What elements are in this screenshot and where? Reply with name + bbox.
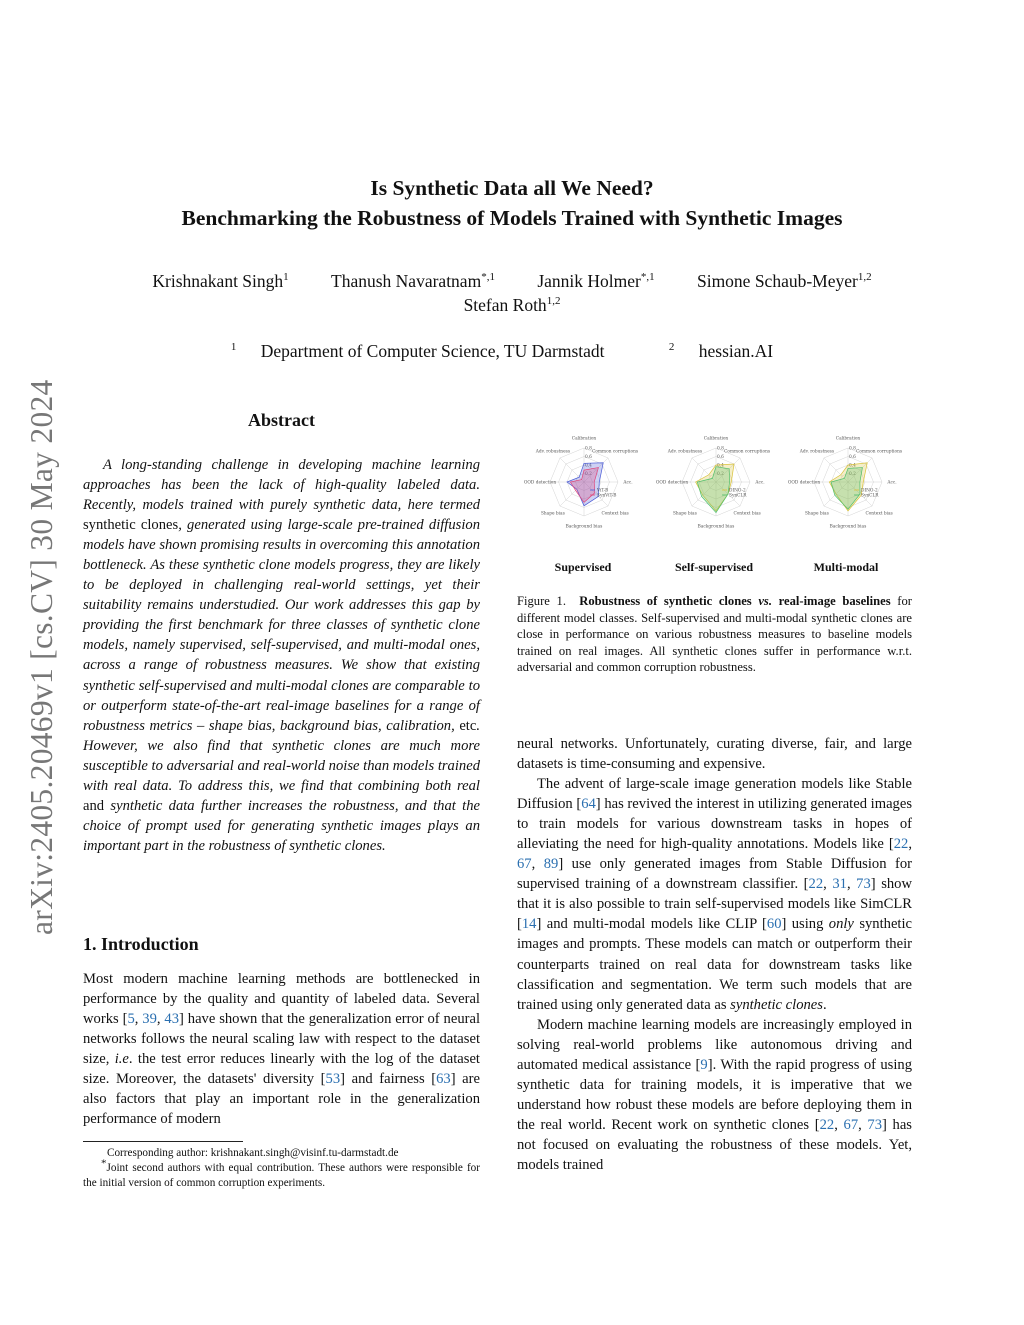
radar-tick-label: 0.2 [717, 472, 724, 477]
paper-title-line2: Benchmarking the Robustness of Models Trained with Synthetic Images [181, 206, 843, 230]
author-name: Simone Schaub-Meyer$^{1,2}$ [696, 271, 872, 291]
radar-tick-label: 0.2 [585, 472, 592, 477]
radar-tick-label: 0.6 [849, 455, 856, 460]
footnote-rule [83, 1141, 243, 1142]
radar-axis-label: Acc. [887, 480, 897, 486]
radar-axis-label: Acc. [623, 480, 633, 486]
radar-axis-label: Background bias [829, 524, 867, 530]
abstract-body: A long-standing challenge in developing machine learning approaches has been the lack of high-quality labeled data. Recently, models trained with purely synthetic data, here termed synthetic clones, generated using large-scale pre-trained diffusion models have shown promising results in overcoming this annotation bottleneck. As these synthetic clone models progress, they are likely to be deployed in challenging real-world settings, yet their suitability remains understudied. Our work addresses this gap by providing the first benchmark for three classes of synthetic clone models, namely supervised, self-supervised, and multi-modal ones, across a range of robustness measures. We show that existing synthetic self-supervised and multi-modal clones are comparable to or outperform state-of-the-art real-image baselines for a range of robustness metrics – shape bias, background bias, calibration, etc. However, we also find that synthetic clones are much more susceptible to adversarial and real-world noise than models trained with real data. To address this, we find that combining both real and synthetic data further increases the robustness, and that the choice of prompt used for generating synthetic images plays an important part in the robustness of synthetic clones. [83, 457, 480, 854]
citation-link[interactable]: 43 [164, 1011, 180, 1028]
footnotes [83, 1146, 480, 1191]
radar-chart-multi-modal [778, 420, 918, 550]
footnote-corresponding: Corresponding author: krishnakant.singh@visinf.tu-darmstadt.de [107, 1147, 399, 1159]
paragraph: The advent of large-scale image generation models like Stable Diffusion [64] has revived the interest in utilizing generated images to train models for various downstream tasks in hopes of alleviating the need for high-quality annotations. Models like [22, 67, 89] use only generated images from Stable Diffusion for supervised training of a downstream classifier. [22, 31, 73] show that it is also possible to train self-supervised models like SimCLR [14] and multi-modal models like CLIP [60] using only synthetic images and prompts. These models can match or outperform their counterparts trained on real data for downstream tasks like classification and segmentation. We term such models that are trained using only generated data as synthetic clones. [517, 776, 913, 1013]
affiliation: $^1$ Department of Computer Science, TU Darmstadt [230, 341, 605, 361]
figure-caption: Figure 1. Robustness of synthetic clones vs. real-image baselines for different model classes. Self-supervised and multi-modal synthetic clones are close in performance on various robustness measures to baseline models trained on real images. All synthetic clones suffer in performance w.r.t. adversarial and common corruption robustness. [517, 594, 912, 674]
panel-label-supervised: Supervised [554, 560, 612, 574]
radar-tick-label: 0.4 [585, 463, 592, 469]
radar-tick-label: 0.4 [717, 463, 724, 469]
author-name: Jannik Holmer$^{*,1}$ [537, 271, 655, 291]
panel-label-multi-modal: Multi-modal [813, 560, 879, 574]
radar-axis-label: OOD detection [523, 480, 557, 486]
introduction-heading: 1. Introduction [83, 934, 199, 954]
radar-axis-label: Common corruptions [724, 449, 771, 455]
citation-link[interactable]: 60 [766, 916, 782, 933]
radar-axis-label: Context bias [601, 511, 629, 517]
citation-link[interactable]: 64 [581, 796, 596, 813]
author-name: Krishnakant Singh$^1$ [152, 271, 289, 291]
arxiv-identifier: arXiv:2405.20469v1 [cs.CV] 30 May 2024 [24, 379, 59, 935]
abstract-heading: Abstract [248, 410, 315, 430]
paragraph: neural networks. Unfortunately, curating diverse, fair, and large datasets is time-consuming and expensive. [517, 736, 912, 773]
citation-link[interactable]: 67 [517, 856, 532, 873]
author-list [0, 270, 1024, 293]
citation-link[interactable]: 67 [843, 1116, 859, 1133]
radar-axis-label: Calibration [835, 436, 861, 442]
introduction-body: Most modern machine learning methods are bottlenecked in performance by the quality and quantity of labeled data. Several works [5, 39, 43] have shown that the generalization error of neural networks follows the neural scaling law with respect to the dataset size, i.e. the test error reduces linearly with the log of the dataset size. Moreover, the datasets' diversity [53] and fairness [63] are also factors that play an important role in the generalization performance of modern [83, 971, 481, 1128]
citation-link[interactable]: 22 [819, 1116, 835, 1133]
radar-tick-label: 0.6 [585, 455, 592, 460]
radar-series-area [831, 468, 862, 510]
radar-axis-label: Adv. robustness [667, 449, 703, 455]
author-list-line2 [0, 294, 1024, 317]
radar-tick-label: 0.6 [717, 455, 724, 460]
legend-label: SynCLR [861, 493, 879, 499]
radar-axis-label: Background bias [565, 524, 603, 530]
legend-label: ViT-B [597, 488, 609, 494]
radar-axis-label: Common corruptions [592, 449, 639, 455]
citation-link[interactable]: 22 [893, 836, 909, 853]
radar-chart-supervised [514, 420, 654, 550]
citation-link[interactable]: 53 [325, 1071, 341, 1088]
legend-label: SynCLR [729, 493, 747, 499]
radar-axis-label: Background bias [697, 524, 735, 530]
citation-link[interactable]: 31 [832, 876, 847, 893]
radar-tick-label: 0.2 [849, 472, 856, 477]
radar-chart-self-supervised [646, 420, 786, 550]
legend-label: DINO-2 [729, 488, 746, 494]
radar-axis-label: Calibration [703, 436, 729, 442]
citation-link[interactable]: 73 [867, 1116, 883, 1133]
radar-axis-label: Common corruptions [856, 449, 903, 455]
citation-link[interactable]: 89 [543, 856, 559, 873]
panel-label-self-supervised: Self-supervised [675, 560, 753, 574]
radar-tick-label: 0.4 [849, 463, 856, 469]
author-name: Stefan Roth$^{1,2}$ [463, 295, 561, 315]
citation-link[interactable]: 73 [856, 876, 871, 893]
paragraph: Modern machine learning models are increasingly employed in solving real-world problems like autonomous driving and automated medical assistance [9]. With the rapid progress of using synthetic data for training models, it is imperative that we understand how robust these models are before deploying them in the real world. Recent work on synthetic clones [22, 67, 73] has not focused on evaluating the robustness of these models. Yet, models trained [517, 1016, 912, 1173]
citation-link[interactable]: 9 [700, 1056, 708, 1073]
radar-axis-label: OOD detection [655, 480, 689, 486]
radar-tick-label: 0.8 [849, 446, 856, 452]
author-name: Thanush Navaratnam$^{*,1}$ [331, 271, 495, 291]
citation-link[interactable]: 22 [808, 876, 824, 893]
radar-axis-label: Calibration [571, 436, 597, 442]
right-column-body [517, 734, 912, 1175]
affiliation: $^2$ hessian.AI [668, 341, 774, 361]
radar-axis-label: Shape bias [540, 511, 565, 517]
radar-axis-label: Adv. robustness [799, 449, 835, 455]
legend-label: DINO-2 [861, 488, 878, 494]
radar-tick-label: 0.8 [717, 446, 724, 452]
radar-axis-label: Context bias [733, 511, 761, 517]
radar-axis-label: Shape bias [804, 511, 829, 517]
radar-axis-label: Acc. [755, 480, 765, 486]
radar-axis-label: Shape bias [672, 511, 697, 517]
citation-link[interactable]: 14 [521, 916, 537, 933]
radar-axis-label: Context bias [865, 511, 893, 517]
citation-link[interactable]: 63 [436, 1071, 451, 1088]
radar-axis-label: OOD detection [787, 480, 821, 486]
citation-link[interactable]: 39 [142, 1011, 157, 1028]
radar-tick-label: 0.8 [585, 446, 592, 452]
legend-label: SynViT-B [597, 493, 617, 499]
citation-link[interactable]: 5 [127, 1011, 135, 1028]
footnote-joint: *Joint second authors with equal contribution. These authors were responsible for the initial version of common corruption experiments. [83, 1157, 480, 1189]
paper-title-line1: Is Synthetic Data all We Need? [370, 176, 654, 200]
radar-axis-label: Adv. robustness [535, 449, 571, 455]
affiliations [0, 341, 1024, 362]
